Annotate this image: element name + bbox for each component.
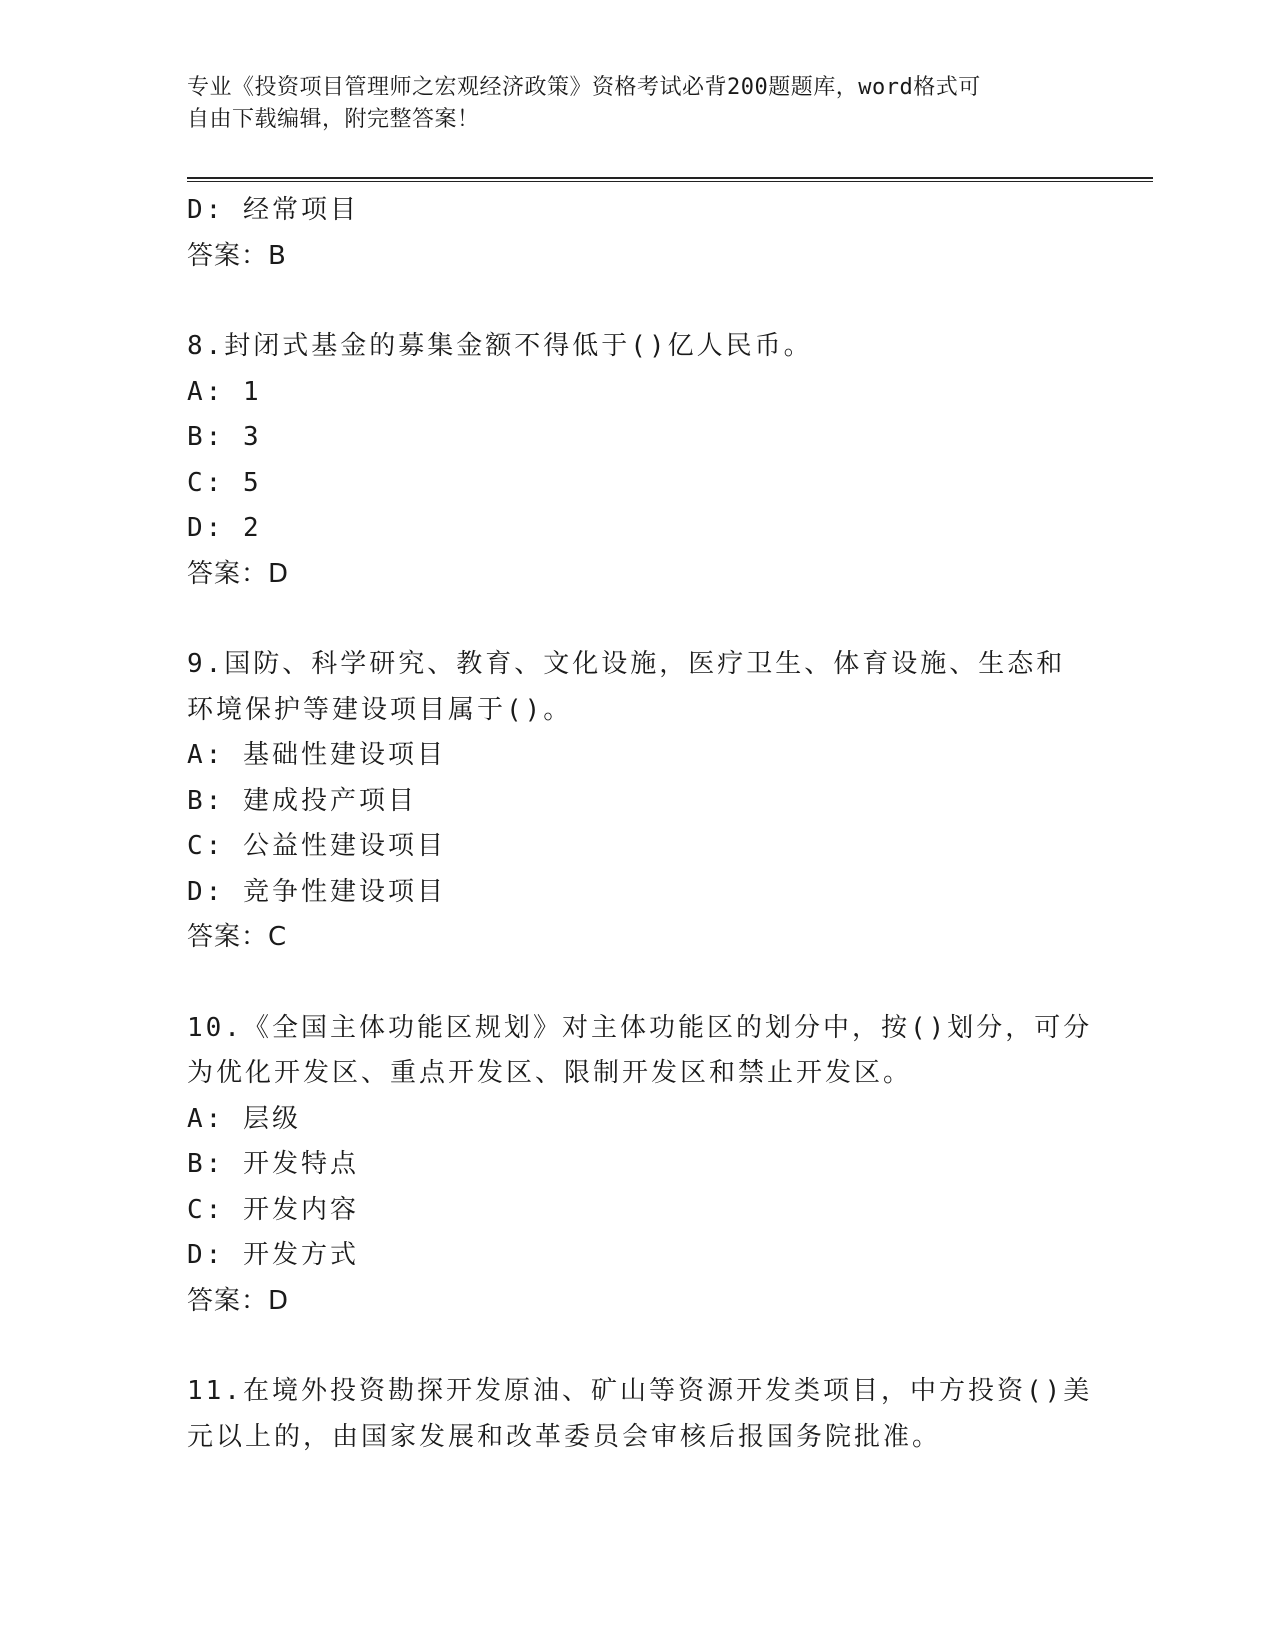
- header-line-1: 专业《投资项目管理师之宏观经济政策》资格考试必背200题题库，word格式可: [187, 75, 981, 100]
- option-a: A: 层级: [187, 1103, 301, 1134]
- question-text: 9.国防、科学研究、教育、文化设施，医疗卫生、体育设施、生态和: [187, 649, 1066, 679]
- question-text-continued: 为优化开发区、重点开发区、限制开发区和禁止开发区。: [187, 1058, 913, 1088]
- option-c: C: 开发内容: [187, 1194, 359, 1225]
- header-divider: [187, 177, 1153, 182]
- question-text-continued: 元以上的，由国家发展和改革委员会审核后报国务院批准。: [187, 1421, 942, 1452]
- question-11: [187, 1369, 1093, 1460]
- spacer: [187, 597, 1087, 642]
- question-text-continued: 环境保护等建设项目属于()。: [187, 694, 573, 725]
- option-a: A: 1: [187, 376, 262, 407]
- option-d: D: 竞争性建设项目: [187, 876, 446, 907]
- question-text: 8.封闭式基金的募集金额不得低于()亿人民币。: [187, 331, 813, 361]
- option-c: C: 公益性建设项目: [187, 831, 446, 861]
- option-c: C: 5: [187, 467, 262, 498]
- question-text: 11.在境外投资勘探开发原油、矿山等资源开发类项目，中方投资()美: [187, 1376, 1093, 1406]
- answer-line: 答案：B: [187, 240, 287, 271]
- option-b: B: 开发特点: [187, 1149, 359, 1179]
- option-d: D: 2: [187, 513, 262, 543]
- answer-line: 答案：D: [187, 1285, 290, 1316]
- header-line-2: 自由下载编辑，附完整答案！: [187, 107, 480, 132]
- option-a: A: 基础性建设项目: [187, 740, 446, 770]
- question-text: 10.《全国主体功能区规划》对主体功能区的划分中，按()划分，可分: [187, 1012, 1093, 1043]
- answer-line: 答案：C: [187, 922, 288, 952]
- answer-line: 答案：D: [187, 558, 290, 589]
- document-body: [187, 188, 1093, 1460]
- option-b: B: 3: [187, 422, 262, 452]
- question-10: [187, 1006, 1093, 1325]
- question-9: [187, 642, 1087, 961]
- option-b: B: 建成投产项目: [187, 785, 417, 816]
- page-header: [187, 72, 1067, 136]
- spacer: [187, 1324, 1087, 1369]
- spacer: [187, 279, 1087, 324]
- spacer: [187, 961, 1087, 1006]
- option-d: D: 开发方式: [187, 1240, 359, 1270]
- option-d: D: 经常项目: [187, 195, 359, 225]
- question-8: [187, 324, 1087, 597]
